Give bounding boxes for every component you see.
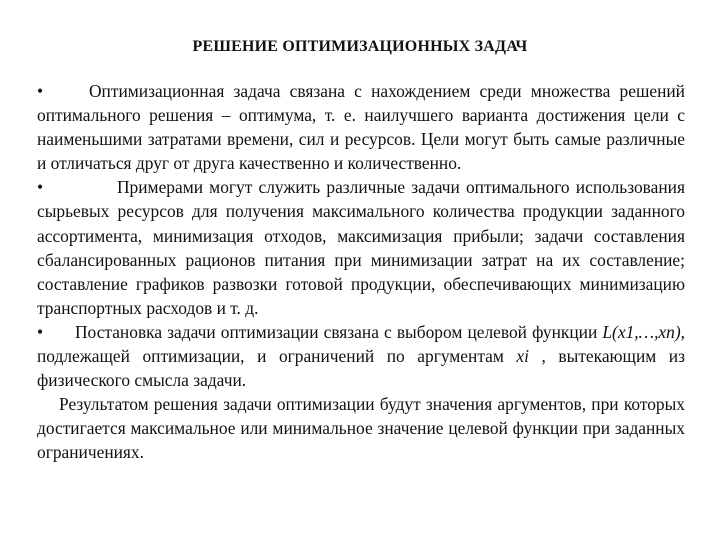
bullet-marker: • xyxy=(37,81,44,101)
bullet-marker: • xyxy=(37,177,44,198)
bullet-paragraph-2 xyxy=(37,175,685,320)
paragraph-3-text-end: , вытекающим из физического смысла задачи. xyxy=(37,346,685,391)
paragraph-2-text: Примерами могут служить различные задачи оптимального использования сырьевых ресурсов для получения максимального количества продукции заданного ассортимента, минимизация отходов, максимизация прибыли; задачи составления сбалансированных рационов питания при минимизации затрат на их составление; составление графиков развозки готовой продукции, обеспечивающих минимизацию транспортных расходов и т. д. xyxy=(37,177,685,318)
bullet-paragraph-1 xyxy=(37,79,685,175)
paragraph-4-text: Результатом решения задачи оптимизации будут значения аргументов, при которых достигается максимальное или минимальное значение целевой функции при заданных ограничениях. xyxy=(37,394,685,463)
page-title: РЕШЕНИЕ ОПТИМИЗАЦИОННЫХ ЗАДАЧ xyxy=(192,38,528,55)
paragraph-4 xyxy=(37,392,685,464)
bullet-marker: • xyxy=(37,321,44,342)
paragraph-1-text: Оптимизационная задача связана с нахождением среди множества решений оптимального решения – оптимума, т. е. наилучшего варианта достижения цели с наименьшими затратами времени, сил и ресурсов. Цели могут быть самые различные и отличаться друг от друга качественно и количественно. xyxy=(37,81,685,174)
paragraph-3-text-start: Постановка задачи оптимизации связана с выбором целевой функции xyxy=(75,321,603,342)
argument-symbol: xi xyxy=(516,346,529,367)
slide-body xyxy=(37,79,685,465)
paragraph-3-text-mid: , подлежащей оптимизации, и ограничений по аргументам xyxy=(37,321,685,367)
objective-function: L(x1,…,xn) xyxy=(602,321,681,342)
bullet-paragraph-3 xyxy=(37,320,685,392)
